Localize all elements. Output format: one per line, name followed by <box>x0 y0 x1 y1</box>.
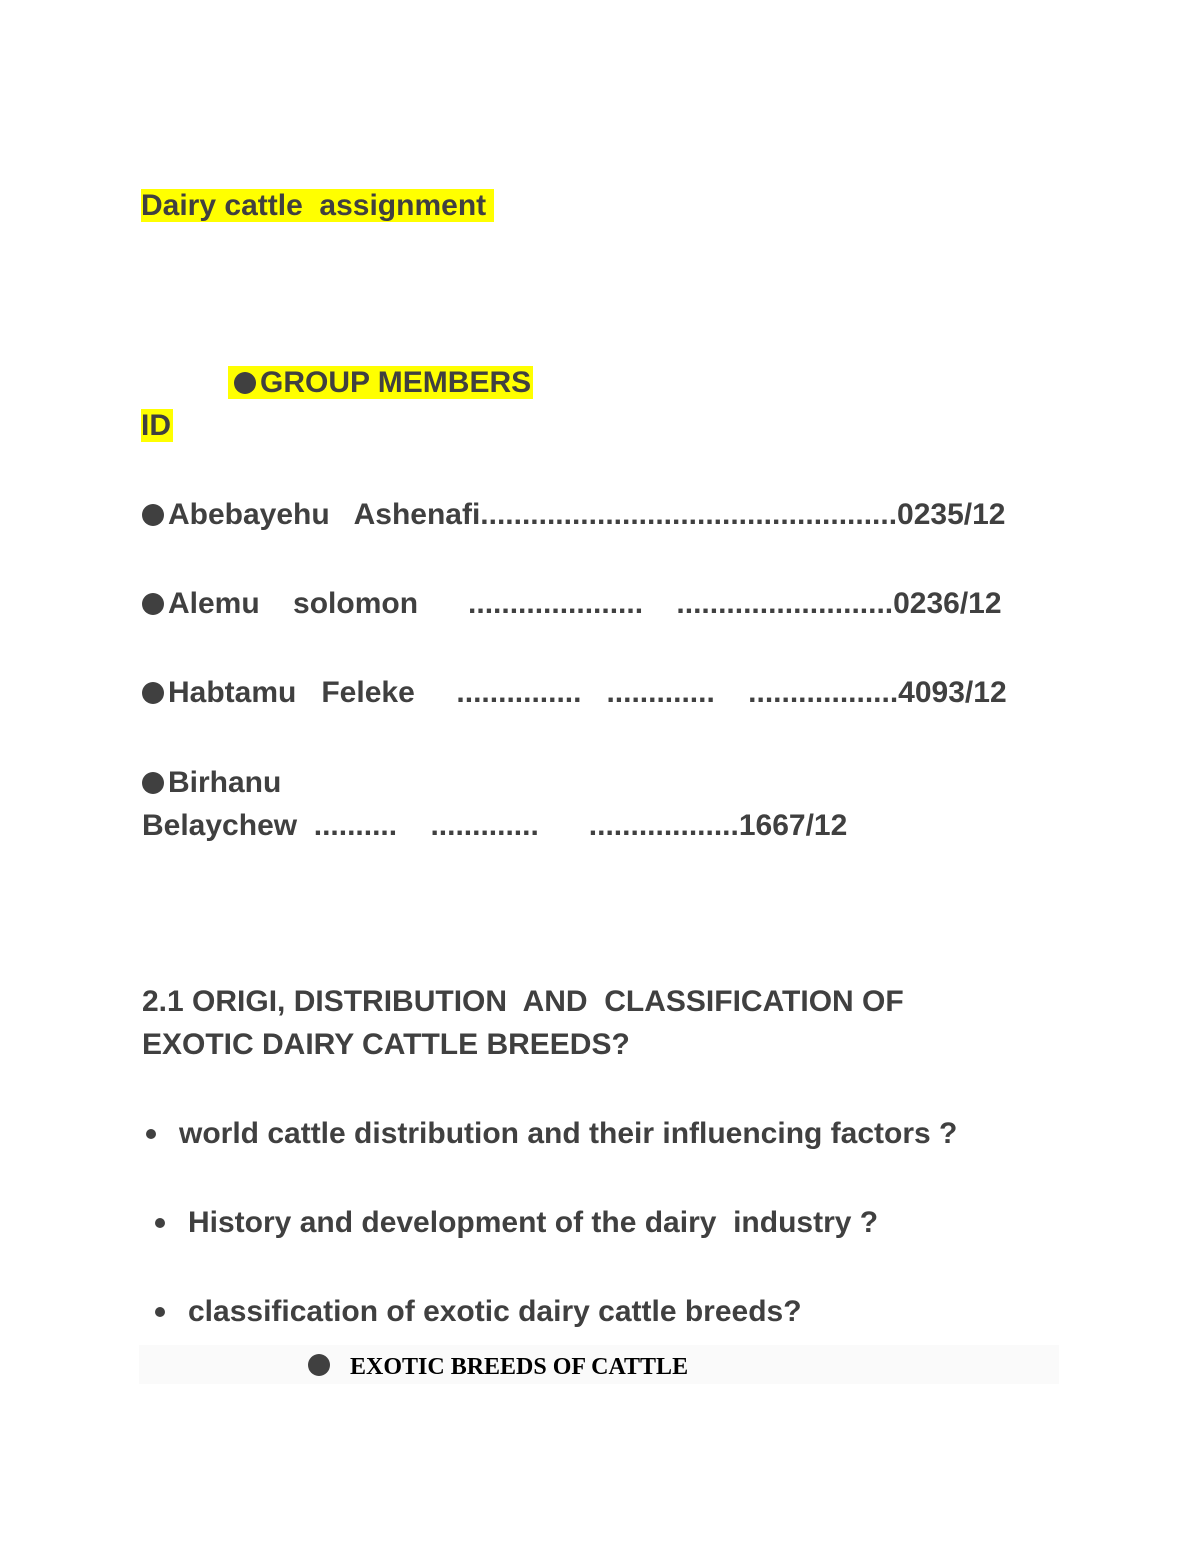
member-line <box>142 675 1007 711</box>
group-members-header <box>228 365 533 401</box>
bullet-dot-icon <box>234 372 256 394</box>
member-line <box>142 765 281 801</box>
bullet-dot-icon <box>142 682 164 704</box>
bullet-dot-icon <box>142 504 164 526</box>
title-highlight: Dairy cattle assignment <box>141 189 494 222</box>
bullet-item: world cattle distribution and their influencing factors ? <box>179 1117 958 1150</box>
member-line <box>142 497 1005 533</box>
bullet-dot-icon <box>155 1218 165 1228</box>
member-text: Belaychew .......... ............. ..................1667/12 <box>142 809 848 842</box>
sub-heading <box>308 1350 688 1382</box>
bullet-item: History and development of the dairy industry ? <box>188 1206 879 1239</box>
member-text: Abebayehu Ashenafi..................................................0235/12 <box>168 498 1006 531</box>
member-text: Birhanu <box>168 766 282 799</box>
section-heading-line2: EXOTIC DAIRY CATTLE BREEDS? <box>142 1028 630 1061</box>
group-header-label: GROUP MEMBERS <box>260 366 532 399</box>
bullet-dot-icon <box>142 593 164 615</box>
section-heading-line1: 2.1 ORIGI, DISTRIBUTION AND CLASSIFICATION OF <box>142 985 904 1018</box>
id-label-text: ID <box>141 409 171 442</box>
bullet-dot-icon <box>142 772 164 794</box>
bullet-dot-icon <box>146 1129 156 1139</box>
member-text: Alemu solomon ..................... ..........................0236/12 <box>168 587 1002 620</box>
document-title <box>141 188 494 224</box>
sub-heading-text: EXOTIC BREEDS OF CATTLE <box>350 1354 689 1380</box>
id-label <box>141 408 173 444</box>
bullet-dot-icon <box>308 1354 330 1376</box>
group-header-highlight <box>228 366 533 399</box>
member-line-continued <box>142 808 847 844</box>
member-line <box>142 586 1002 622</box>
bullet-item: classification of exotic dairy cattle breeds? <box>188 1295 802 1328</box>
bullet-dot-icon <box>155 1307 165 1317</box>
member-text: Habtamu Feleke ............... ............. ..................4093/12 <box>168 676 1007 709</box>
